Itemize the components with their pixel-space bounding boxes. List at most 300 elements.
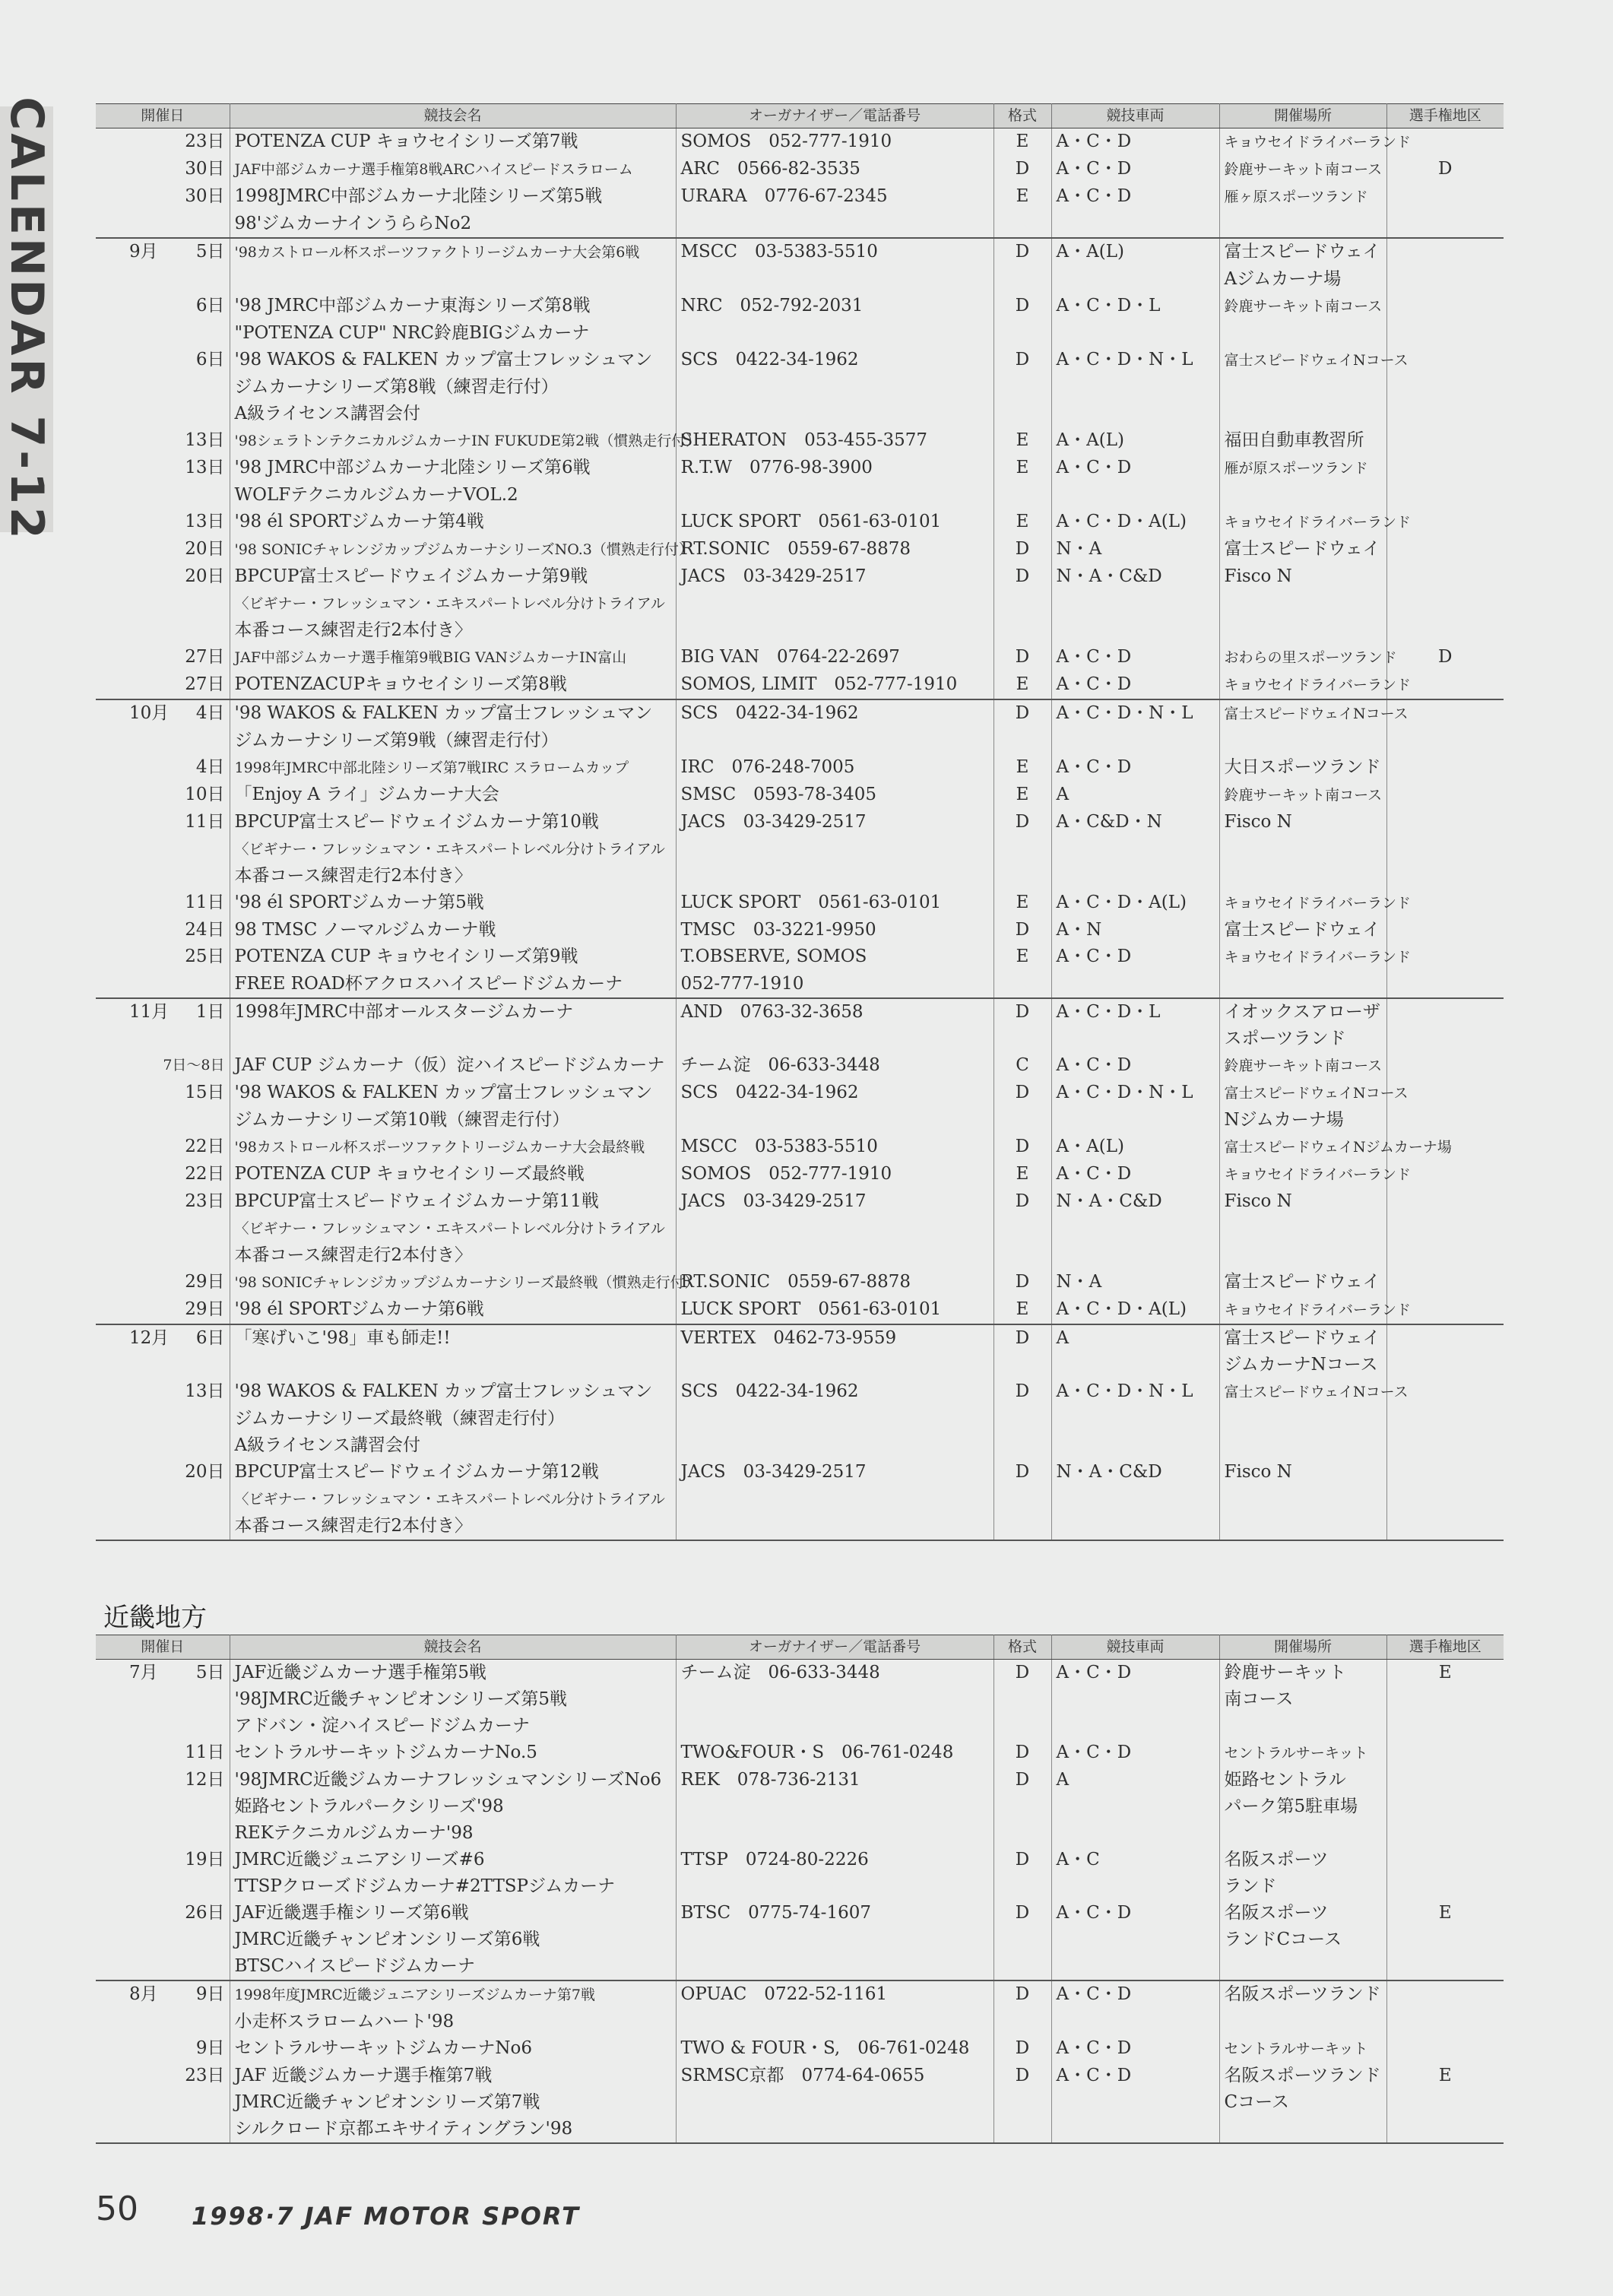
header-organizer: オーガナイザー／電話番号	[676, 1635, 993, 1660]
table-row	[96, 1269, 1504, 1296]
championship-cell	[1386, 427, 1504, 455]
date-cell	[96, 917, 230, 943]
organizer-phone: ARC 0566-82-3535	[680, 159, 860, 179]
event-name: 「寒げいこ'98」車も師走!!	[234, 1328, 451, 1348]
format-cell	[993, 1793, 1051, 1820]
date-cell	[96, 128, 230, 157]
organizer-phone: SCS 0422-34-1962	[680, 1381, 859, 1401]
format-cell	[993, 917, 1051, 943]
event-name-cell	[230, 1980, 676, 2009]
format-cell	[993, 1820, 1051, 1847]
car-classes: N・A	[1056, 539, 1102, 559]
championship-cell	[1386, 1900, 1504, 1927]
event-name-cell	[230, 482, 676, 509]
venue-name: 名阪スポーツ	[1224, 1850, 1329, 1869]
venue-cell	[1219, 1820, 1386, 1847]
car-classes: A・C・D	[1056, 1055, 1132, 1075]
event-name-cell	[230, 2089, 676, 2116]
cars-cell	[1051, 1052, 1219, 1080]
cars-cell	[1051, 971, 1219, 998]
venue-name: 鈴鹿サーキット南コース	[1224, 787, 1383, 804]
event-name-cell	[230, 509, 676, 536]
cars-cell	[1051, 347, 1219, 374]
event-name: '98 él SPORTジムカーナ第5戦	[234, 893, 484, 912]
event-name: シルクロード京都エキサイティングラン'98	[234, 2119, 573, 2139]
table-row	[96, 2063, 1504, 2089]
venue-cell	[1219, 238, 1386, 266]
venue-cell	[1219, 156, 1386, 183]
venue-name: スポーツランド	[1224, 1029, 1346, 1048]
format-cell	[993, 1269, 1051, 1296]
event-name-cell	[230, 1324, 676, 1352]
car-classes: N・A・C&D	[1056, 566, 1162, 586]
table-row	[96, 1406, 1504, 1432]
cars-cell	[1051, 1378, 1219, 1406]
event-name: 本番コース練習走行2本付き〉	[234, 866, 472, 886]
event-name-cell	[230, 1820, 676, 1847]
championship-cell	[1386, 482, 1504, 509]
organizer-cell	[676, 427, 993, 455]
format-grade: D	[1015, 1137, 1030, 1156]
championship-cell	[1386, 2116, 1504, 2143]
day-label: 1日	[195, 1002, 225, 1022]
table-row	[96, 1215, 1504, 1242]
format-cell	[993, 943, 1051, 971]
format-grade: D	[1015, 1743, 1030, 1762]
championship-cell	[1386, 1686, 1504, 1713]
day-label: 13日	[185, 1381, 225, 1401]
venue-cell	[1219, 998, 1386, 1026]
month-label: 12月	[129, 1328, 170, 1348]
event-name: '98 JMRC中部ジムカーナ東海シリーズ第8戦	[234, 296, 591, 316]
venue-name: 富士スピードウェイ	[1224, 1272, 1380, 1292]
organizer-cell	[676, 699, 993, 728]
format-cell	[993, 1324, 1051, 1352]
venue-name: 鈴鹿サーキット南コース	[1224, 161, 1383, 178]
car-classes: A・C・D	[1056, 186, 1132, 206]
event-name-cell	[230, 1486, 676, 1513]
venue-cell	[1219, 536, 1386, 563]
date-cell	[96, 1215, 230, 1242]
venue-cell	[1219, 1052, 1386, 1080]
venue-name: Fisco N	[1224, 566, 1292, 586]
table-row	[96, 699, 1504, 728]
championship-region: E	[1438, 1903, 1452, 1923]
venue-cell	[1219, 1324, 1386, 1352]
car-classes: A・C・D・N・L	[1056, 1381, 1193, 1401]
format-cell	[993, 563, 1051, 590]
event-name: 小走杯スラロームハート'98	[234, 2012, 455, 2031]
event-name: BPCUP富士スピードウェイジムカーナ第12戦	[234, 1462, 599, 1482]
event-name: 98'ジムカーナインうららNo2	[234, 214, 472, 233]
venue-name: Fisco N	[1224, 812, 1292, 832]
format-cell	[993, 2089, 1051, 2116]
date-cell	[96, 1296, 230, 1324]
format-cell	[993, 320, 1051, 347]
event-name-cell	[230, 699, 676, 728]
event-name-cell	[230, 401, 676, 427]
organizer-phone: SOMOS 052-777-1910	[680, 1164, 892, 1184]
format-cell	[993, 156, 1051, 183]
organizer-phone: IRC 076-248-7005	[680, 757, 855, 777]
organizer-phone: SRMSC京都 0774-64-0655	[680, 2066, 925, 2085]
table-row	[96, 2009, 1504, 2035]
venue-cell	[1219, 2063, 1386, 2089]
table-row	[96, 590, 1504, 617]
venue-name: 富士スピードウェイ	[1224, 539, 1380, 559]
championship-cell	[1386, 809, 1504, 836]
venue-cell	[1219, 1767, 1386, 1793]
venue-name: Fisco N	[1224, 1191, 1292, 1211]
car-classes: A・C・D	[1056, 947, 1132, 966]
table-row	[96, 293, 1504, 320]
event-name-cell	[230, 1296, 676, 1324]
event-name-cell	[230, 1215, 676, 1242]
header-championship: 選手権地区	[1386, 1635, 1504, 1660]
format-grade: E	[1016, 674, 1029, 694]
date-cell	[96, 2009, 230, 2035]
date-cell	[96, 890, 230, 917]
event-name-cell	[230, 266, 676, 293]
championship-cell	[1386, 971, 1504, 998]
cars-cell	[1051, 1486, 1219, 1513]
organizer-cell	[676, 1432, 993, 1459]
day-label: 10日	[185, 785, 225, 804]
championship-cell	[1386, 1713, 1504, 1739]
venue-name: キョウセイドライバーランド	[1224, 134, 1411, 151]
format-grade: D	[1015, 2066, 1030, 2085]
organizer-cell	[676, 1352, 993, 1378]
event-name-cell	[230, 1739, 676, 1767]
venue-cell	[1219, 1713, 1386, 1739]
event-name: JAF近畿ジムカーナ選手権第5戦	[234, 1663, 487, 1682]
month-label: 10月	[129, 703, 170, 723]
organizer-cell	[676, 1767, 993, 1793]
date-cell	[96, 156, 230, 183]
venue-name: 福田自動車教習所	[1224, 430, 1364, 450]
championship-cell	[1386, 320, 1504, 347]
event-name-cell	[230, 2035, 676, 2063]
cars-cell	[1051, 1080, 1219, 1107]
venue-cell	[1219, 1242, 1386, 1269]
format-cell	[993, 728, 1051, 754]
venue-name: イオックスアローザ	[1224, 1002, 1380, 1022]
venue-cell	[1219, 754, 1386, 782]
event-name: JAF中部ジムカーナ選手権第8戦ARCハイスピードスラローム	[234, 161, 633, 178]
date-cell	[96, 1242, 230, 1269]
championship-cell	[1386, 590, 1504, 617]
format-grade: E	[1016, 512, 1029, 531]
format-grade: D	[1015, 566, 1030, 586]
table-row	[96, 128, 1504, 157]
cars-cell	[1051, 1432, 1219, 1459]
organizer-phone: SOMOS, LIMIT 052-777-1910	[680, 674, 958, 694]
table-row	[96, 809, 1504, 836]
event-name: '98 JMRC中部ジムカーナ北陸シリーズ第6戦	[234, 458, 591, 477]
format-cell	[993, 1188, 1051, 1215]
table-row	[96, 1927, 1504, 1953]
cars-cell	[1051, 1107, 1219, 1134]
event-name-cell	[230, 917, 676, 943]
organizer-phone: JACS 03-3429-2517	[680, 566, 867, 586]
event-name-cell	[230, 1459, 676, 1486]
date-cell	[96, 482, 230, 509]
format-cell	[993, 347, 1051, 374]
date-cell	[96, 1900, 230, 1927]
event-name: '98 WAKOS & FALKEN カップ富士フレッシュマン	[234, 1083, 653, 1102]
day-label: 25日	[185, 947, 225, 966]
event-name: A級ライセンス講習会付	[234, 404, 421, 423]
event-name-cell	[230, 563, 676, 590]
cars-cell	[1051, 1713, 1219, 1739]
venue-cell	[1219, 809, 1386, 836]
cars-cell	[1051, 1953, 1219, 1980]
car-classes: A・C・D	[1056, 458, 1132, 477]
organizer-cell	[676, 617, 993, 644]
venue-cell	[1219, 1847, 1386, 1873]
date-cell	[96, 1686, 230, 1713]
event-name-cell	[230, 1242, 676, 1269]
chubu-calendar-table	[96, 103, 1504, 1541]
cars-cell	[1051, 1269, 1219, 1296]
table-row	[96, 1980, 1504, 2009]
day-label: 27日	[185, 674, 225, 694]
organizer-cell	[676, 1080, 993, 1107]
table-row	[96, 374, 1504, 401]
organizer-phone: SOMOS 052-777-1910	[680, 132, 892, 151]
event-name-cell	[230, 1767, 676, 1793]
car-classes: A・A(L)	[1056, 1137, 1124, 1156]
venue-name: キョウセイドライバーランド	[1224, 677, 1411, 693]
event-name-cell	[230, 809, 676, 836]
table-header-row	[96, 1635, 1504, 1660]
organizer-cell	[676, 211, 993, 238]
date-cell	[96, 1927, 230, 1953]
format-cell	[993, 1713, 1051, 1739]
event-name: JAF近畿選手権シリーズ第6戦	[234, 1903, 469, 1923]
table-row	[96, 1686, 1504, 1713]
organizer-cell	[676, 1215, 993, 1242]
championship-cell	[1386, 1873, 1504, 1900]
date-cell	[96, 1352, 230, 1378]
format-grade: D	[1015, 296, 1030, 316]
organizer-phone: SCS 0422-34-1962	[680, 350, 859, 369]
championship-cell	[1386, 536, 1504, 563]
format-grade: E	[1016, 430, 1029, 450]
format-cell	[993, 809, 1051, 836]
format-grade: D	[1015, 159, 1030, 179]
event-name-cell	[230, 1793, 676, 1820]
organizer-cell	[676, 644, 993, 671]
venue-name: セントラルサーキット	[1224, 1745, 1368, 1762]
venue-name: 鈴鹿サーキット	[1224, 1663, 1347, 1682]
month-label: 9月	[129, 242, 158, 262]
venue-name: キョウセイドライバーランド	[1224, 949, 1411, 966]
format-cell	[993, 1900, 1051, 1927]
cars-cell	[1051, 1161, 1219, 1188]
venue-cell	[1219, 427, 1386, 455]
table-row	[96, 1107, 1504, 1134]
cars-cell	[1051, 1767, 1219, 1793]
day-label: 20日	[185, 539, 225, 559]
date-cell	[96, 2116, 230, 2143]
format-grade: D	[1015, 1663, 1030, 1682]
venue-cell	[1219, 509, 1411, 536]
day-label: 23日	[185, 1191, 225, 1211]
cars-cell	[1051, 644, 1219, 671]
date-cell	[96, 1847, 230, 1873]
venue-name: 名阪スポーツ	[1224, 1903, 1329, 1923]
organizer-phone: LUCK SPORT 0561-63-0101	[680, 893, 942, 912]
cars-cell	[1051, 1820, 1219, 1847]
date-cell	[96, 1269, 230, 1296]
event-name: 98 TMSC ノーマルジムカーナ戦	[234, 920, 496, 940]
format-grade: E	[1016, 757, 1029, 777]
organizer-phone: MSCC 03-5383-5510	[680, 1137, 878, 1156]
cars-cell	[1051, 536, 1219, 563]
date-cell	[96, 509, 230, 536]
table-row	[96, 536, 1504, 563]
day-label: 22日	[185, 1164, 225, 1184]
cars-cell	[1051, 1459, 1219, 1486]
format-cell	[993, 1296, 1051, 1324]
table-row	[96, 644, 1504, 671]
venue-name: 南コース	[1224, 1689, 1294, 1709]
format-cell	[993, 1513, 1051, 1540]
organizer-phone: REK 078-736-2131	[680, 1770, 860, 1790]
date-cell	[96, 782, 230, 809]
format-cell	[993, 1847, 1051, 1873]
venue-name: 鈴鹿サーキット南コース	[1224, 298, 1383, 315]
event-name-cell	[230, 590, 676, 617]
car-classes: A・C・D	[1056, 2038, 1132, 2058]
venue-cell	[1219, 293, 1386, 320]
organizer-cell	[676, 1406, 993, 1432]
championship-cell	[1386, 1052, 1504, 1080]
date-cell	[96, 2063, 230, 2089]
event-name: 〈ビギナー・フレッシュマン・エキスパートレベル分けトライアル	[234, 595, 665, 612]
table-row	[96, 1953, 1504, 1980]
event-name: セントラルサーキットジムカーナNo6	[234, 2038, 533, 2058]
organizer-cell	[676, 671, 993, 699]
championship-cell	[1386, 563, 1504, 590]
cars-cell	[1051, 455, 1219, 482]
venue-cell	[1219, 320, 1386, 347]
cars-cell	[1051, 943, 1219, 971]
event-name: セントラルサーキットジムカーナNo.5	[234, 1743, 537, 1762]
date-cell	[96, 1739, 230, 1767]
header-venue: 開催場所	[1219, 1635, 1386, 1660]
venue-name: キョウセイドライバーランド	[1224, 1302, 1411, 1318]
championship-cell	[1386, 1188, 1504, 1215]
event-name: 本番コース練習走行2本付き〉	[234, 1516, 472, 1536]
event-name: 1998年JMRC中部北陸シリーズ第7戦IRC スラロームカップ	[234, 760, 629, 776]
day-label: 29日	[185, 1299, 225, 1319]
cars-cell	[1051, 836, 1219, 863]
organizer-cell	[676, 1026, 993, 1052]
date-cell	[96, 401, 230, 427]
organizer-phone: SCS 0422-34-1962	[680, 1083, 859, 1102]
event-name: '98カストロール杯スポーツファクトリージムカーナ大会第6戦	[234, 244, 640, 261]
organizer-cell	[676, 1188, 993, 1215]
date-cell	[96, 320, 230, 347]
venue-cell	[1219, 1459, 1386, 1486]
day-label: 22日	[185, 1137, 225, 1156]
organizer-cell	[676, 266, 993, 293]
organizer-cell	[676, 1134, 993, 1161]
championship-cell	[1386, 1269, 1504, 1296]
organizer-cell	[676, 320, 993, 347]
car-classes: A・C&D・N	[1056, 812, 1162, 832]
date-cell	[96, 183, 230, 211]
table-row	[96, 836, 1504, 863]
championship-region: E	[1438, 1663, 1452, 1682]
table-row	[96, 1900, 1504, 1927]
cars-cell	[1051, 809, 1219, 836]
organizer-cell	[676, 1660, 993, 1687]
event-name-cell	[230, 183, 676, 211]
format-grade: E	[1016, 785, 1029, 804]
format-cell	[993, 1080, 1051, 1107]
organizer-cell	[676, 1459, 993, 1486]
cars-cell	[1051, 1847, 1219, 1873]
format-grade: D	[1015, 1191, 1030, 1211]
date-cell	[96, 590, 230, 617]
event-name-cell	[230, 1713, 676, 1739]
organizer-phone: JACS 03-3429-2517	[680, 812, 867, 832]
event-name: JAF CUP ジムカーナ（仮）淀ハイスピードジムカーナ	[234, 1055, 665, 1075]
format-grade: E	[1016, 1164, 1029, 1184]
championship-cell	[1386, 836, 1504, 863]
event-name-cell	[230, 1660, 676, 1687]
table-row	[96, 1161, 1504, 1188]
date-cell	[96, 1820, 230, 1847]
date-cell	[96, 536, 230, 563]
format-cell	[993, 754, 1051, 782]
organizer-cell	[676, 1873, 993, 1900]
venue-cell	[1219, 1900, 1386, 1927]
format-cell	[993, 374, 1051, 401]
table-row	[96, 1378, 1504, 1406]
event-name: '98シェラトンテクニカルジムカーナIN FUKUDE第2戦（慣熟走行付）	[234, 433, 701, 449]
championship-cell	[1386, 1820, 1504, 1847]
event-name-cell	[230, 890, 676, 917]
championship-cell	[1386, 374, 1504, 401]
table-row	[96, 1486, 1504, 1513]
format-grade: E	[1016, 186, 1029, 206]
header-date: 開催日	[96, 104, 230, 128]
event-name-cell	[230, 1847, 676, 1873]
organizer-cell	[676, 809, 993, 836]
table-row	[96, 1820, 1504, 1847]
day-label: 9日	[195, 2038, 225, 2058]
event-name-cell	[230, 1686, 676, 1713]
date-cell	[96, 347, 230, 374]
venue-cell	[1219, 1660, 1386, 1687]
table-row	[96, 482, 1504, 509]
venue-cell	[1219, 1352, 1386, 1378]
event-name: FREE ROAD杯アクロスハイスピードジムカーナ	[234, 974, 623, 994]
organizer-phone: MSCC 03-5383-5510	[680, 242, 878, 262]
championship-cell	[1386, 617, 1504, 644]
table-row	[96, 1432, 1504, 1459]
event-name: BPCUP富士スピードウェイジムカーナ第10戦	[234, 812, 599, 832]
header-date: 開催日	[96, 1635, 230, 1660]
organizer-phone: RT.SONIC 0559-67-8878	[680, 539, 911, 559]
format-cell	[993, 1026, 1051, 1052]
date-cell	[96, 943, 230, 971]
cars-cell	[1051, 427, 1219, 455]
